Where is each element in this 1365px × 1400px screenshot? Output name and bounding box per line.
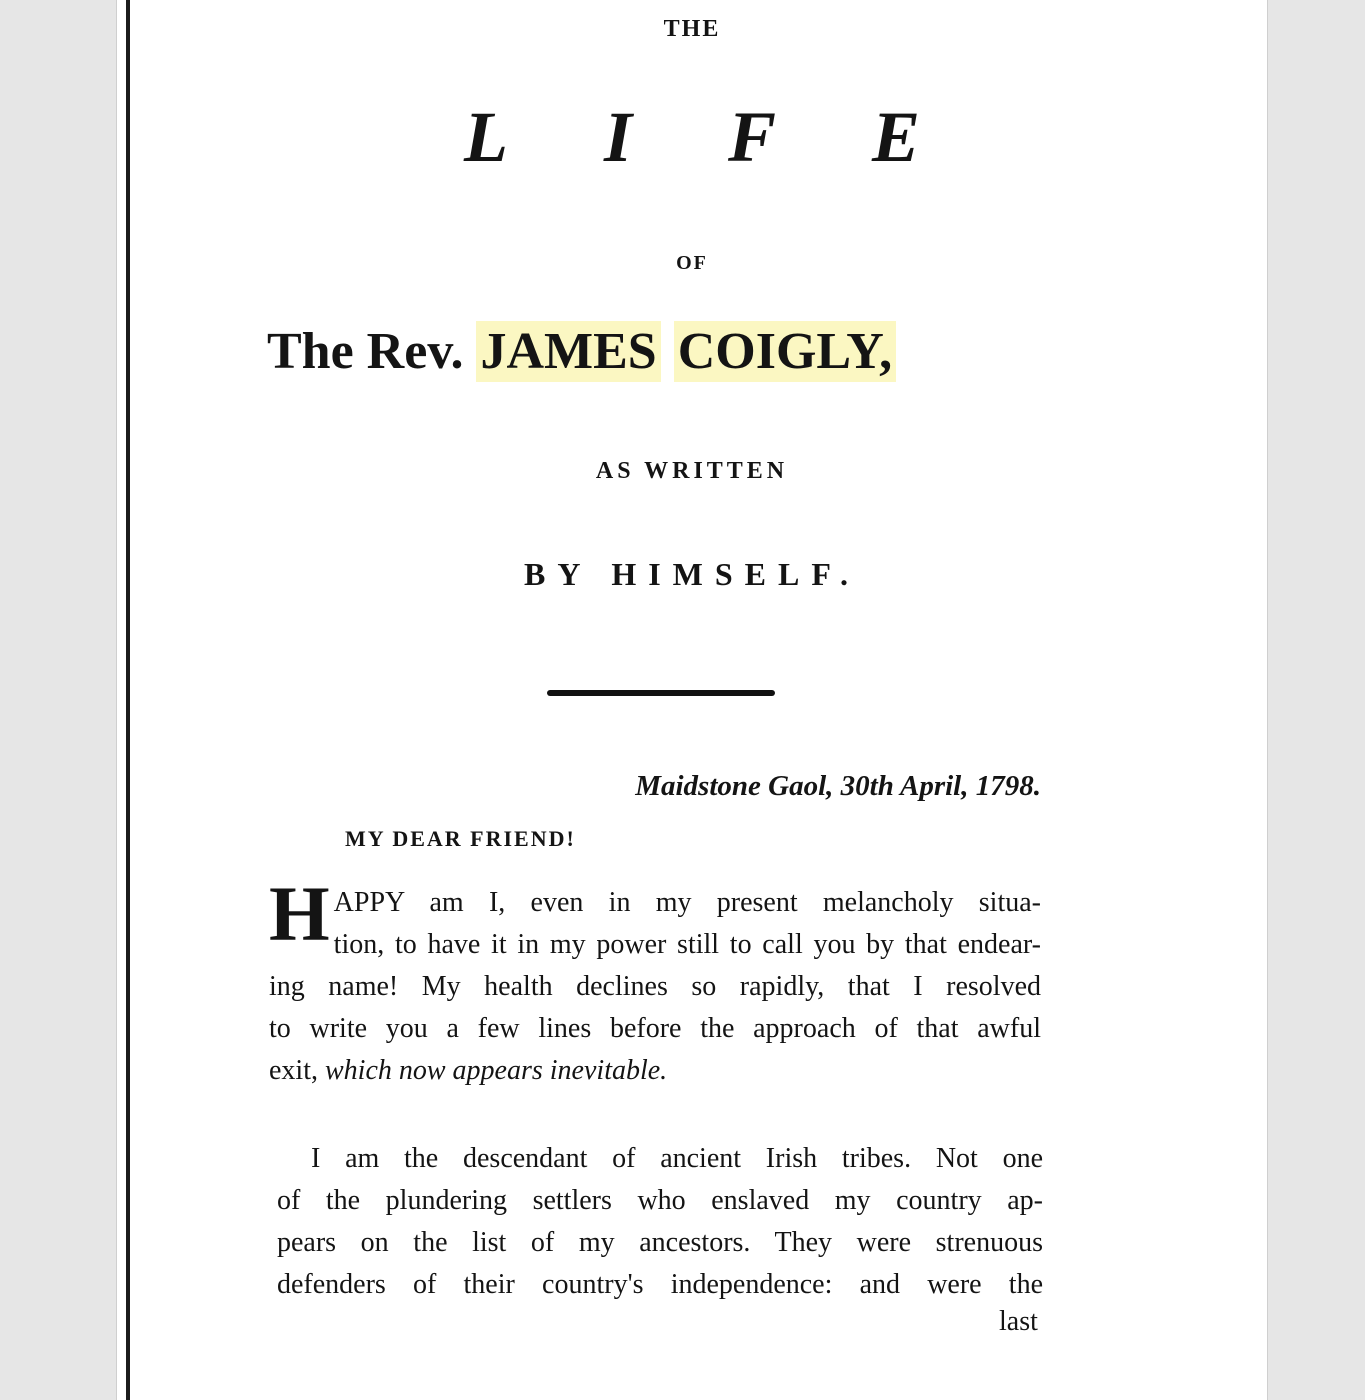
text-italic: which now appears inevitable. [325, 1055, 668, 1086]
title-life [117, 96, 1267, 179]
title-life-letter: E [872, 97, 921, 177]
text-line-content: I am the descendant of ancient Irish tribes. Not one [311, 1143, 1043, 1174]
letter-paragraph-1 [269, 870, 1041, 1092]
text-line: to write you a few lines before the approach of that awful [269, 1013, 1041, 1044]
text-line: ing name! My health declines so rapidly, that I resolved [269, 971, 1041, 1002]
document-page [116, 0, 1268, 1400]
drop-cap: H [269, 870, 330, 957]
text-line: APPY am I, even in my present melancholy situa- [333, 887, 1041, 918]
title-of: OF [676, 252, 708, 274]
title-life-letter: L [463, 97, 508, 177]
catchword: last [999, 1306, 1038, 1337]
text-line [277, 1138, 1043, 1180]
text-plain: exit, [269, 1055, 318, 1086]
binding-edge-line [126, 0, 130, 1400]
search-highlight-last-name[interactable]: COIGLY, [674, 321, 896, 382]
title-by-himself: BY HIMSELF. [524, 556, 860, 592]
text-line: tion, to have it in my power still to call you by that endear- [333, 929, 1041, 960]
title-life-letter: I [603, 97, 632, 177]
title-life-letter: F [727, 97, 776, 177]
ornamental-rule [547, 690, 775, 696]
letter-salutation: MY DEAR FRIEND! [345, 826, 576, 851]
search-highlight-first-name[interactable]: JAMES [476, 321, 660, 382]
name-prefix: The Rev. [267, 323, 464, 380]
letter-paragraph-2 [277, 1138, 1043, 1306]
letter-dateline: Maidstone Gaol, 30th April, 1798. [635, 770, 1041, 802]
text-line: of the plundering settlers who enslaved my country ap- [277, 1185, 1043, 1216]
title-the: THE [663, 16, 721, 42]
text-line [269, 1050, 1041, 1092]
title-as-written: AS WRITTEN [595, 458, 789, 484]
title-name [267, 322, 1047, 381]
text-line: pears on the list of my ancestors. They were strenuous [277, 1227, 1043, 1258]
text-line: defenders of their country's independence: and were the [277, 1269, 1043, 1300]
